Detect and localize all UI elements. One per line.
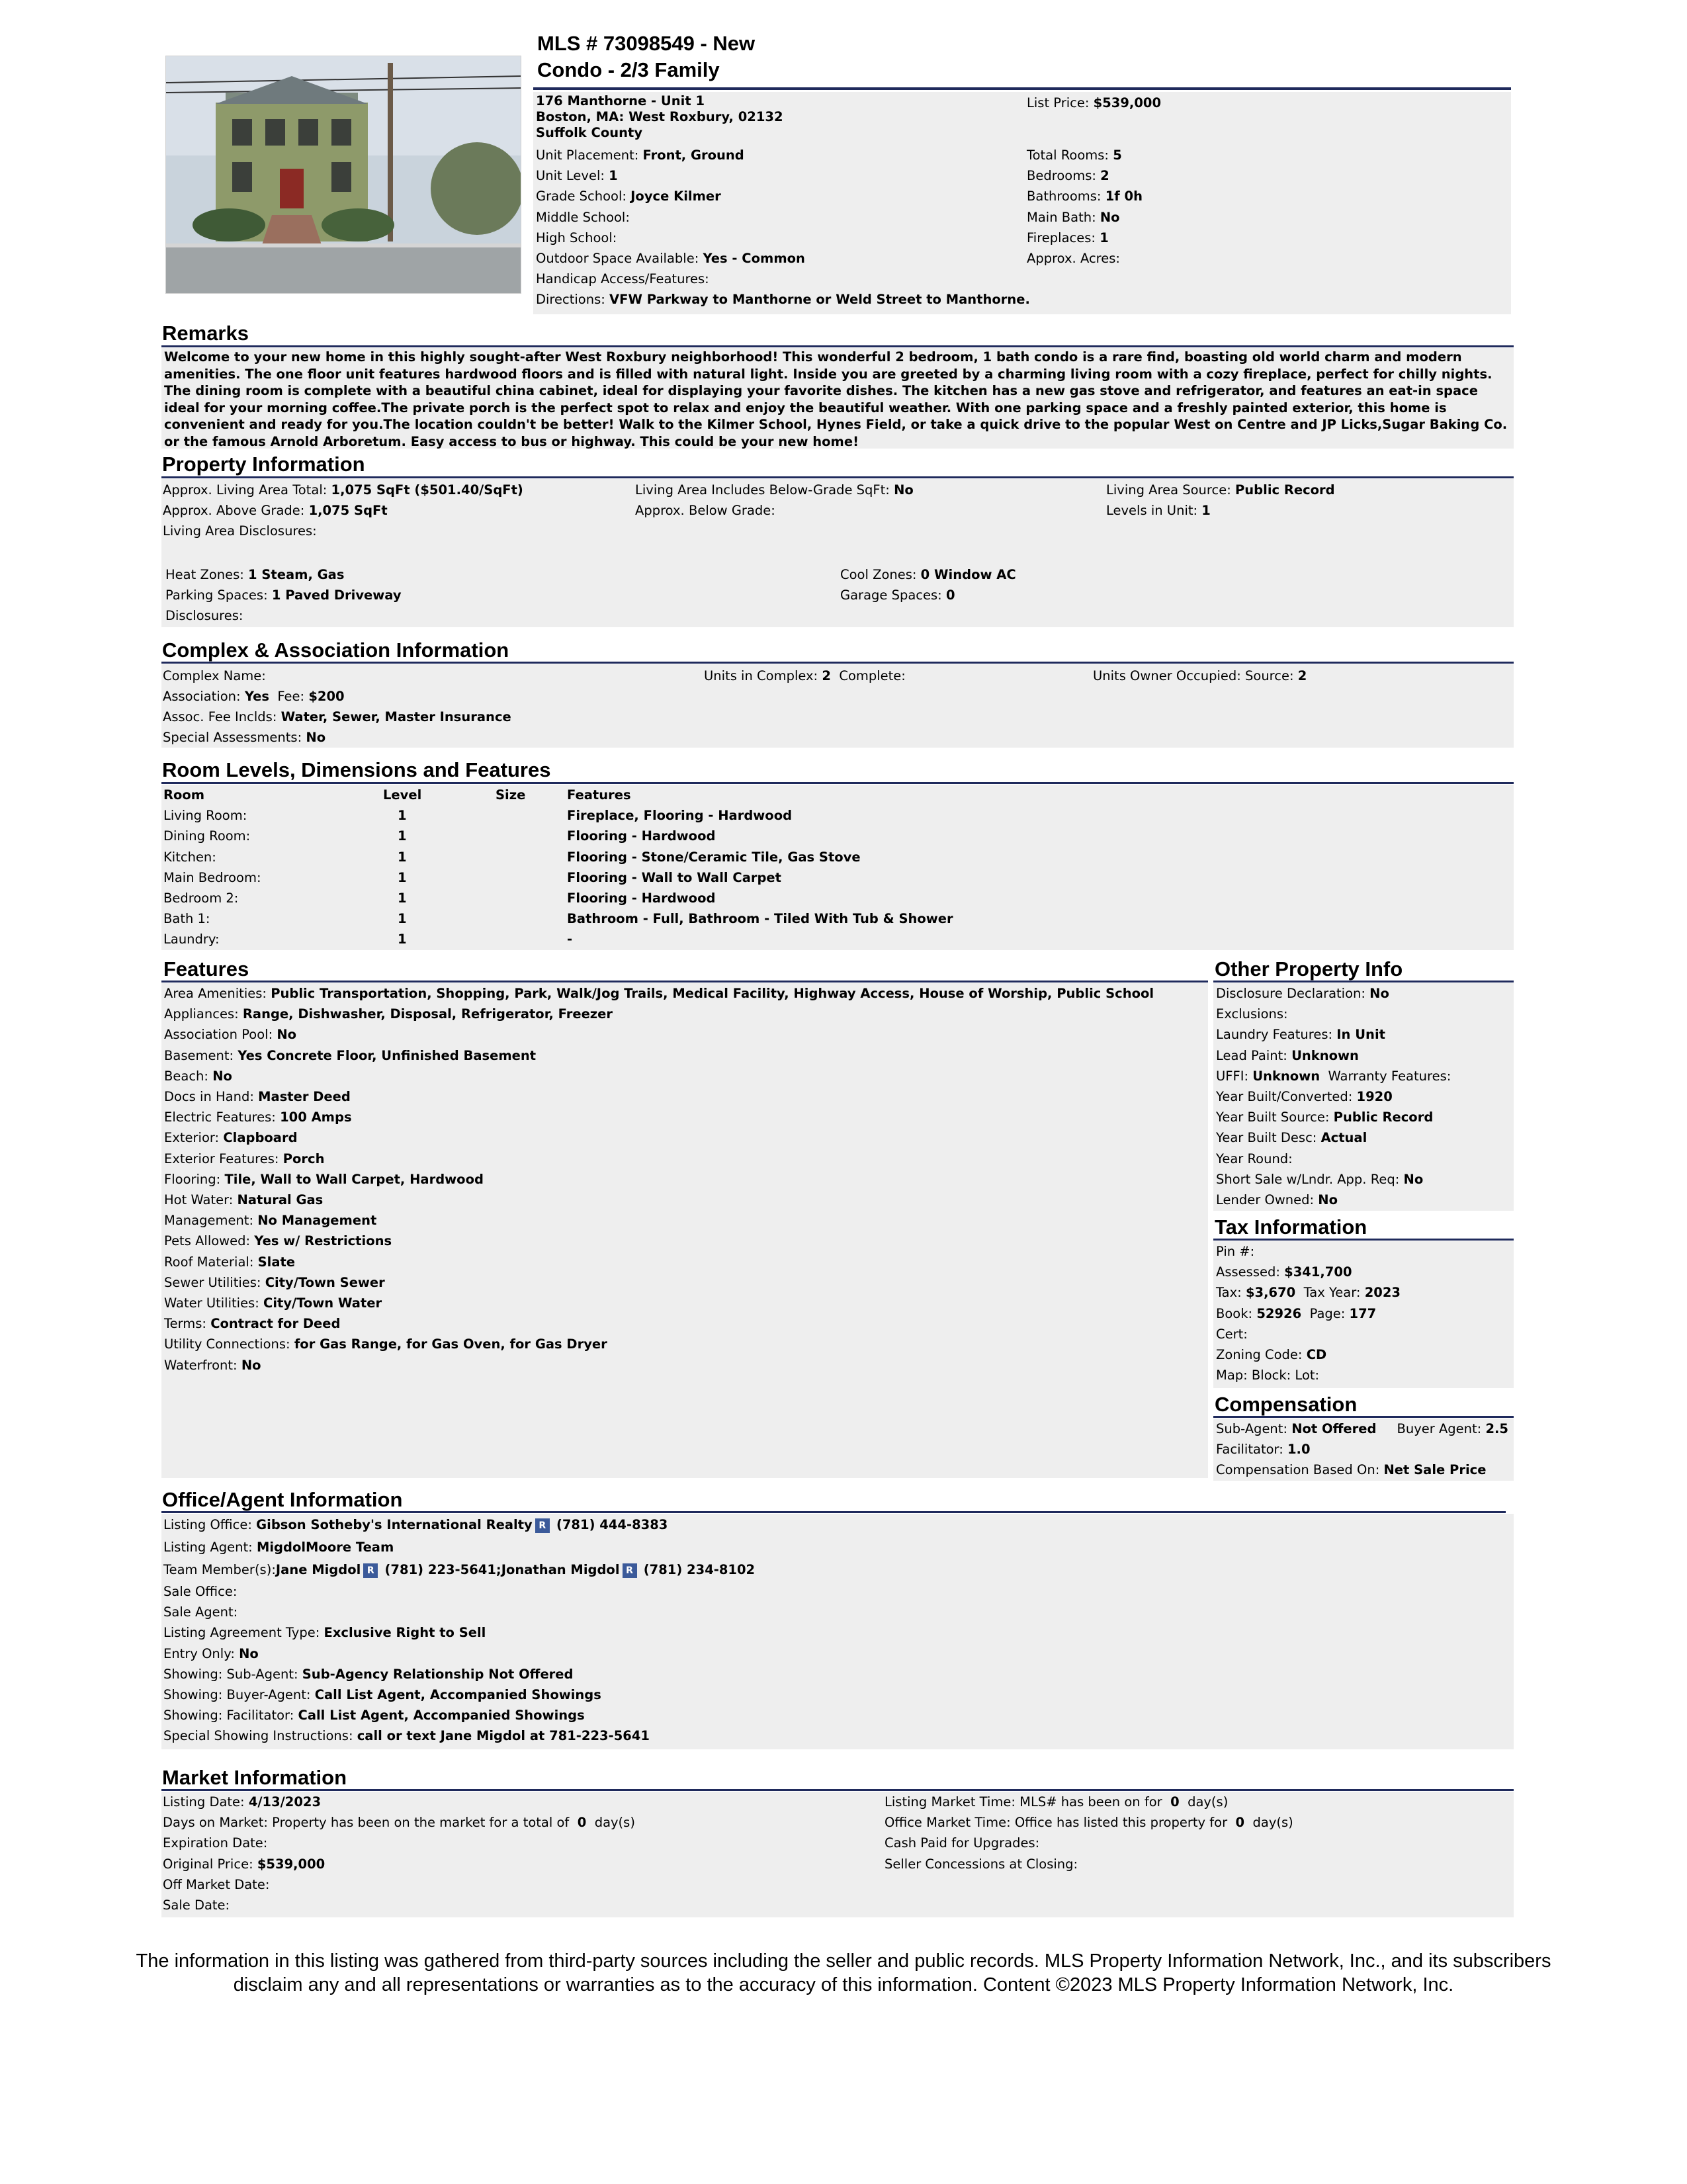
rooms-rule bbox=[161, 782, 1514, 784]
garage-spaces: Garage Spaces: 0 bbox=[840, 588, 955, 603]
feature-row: Waterfront: No bbox=[164, 1357, 261, 1373]
comp-based-on: Compensation Based On: Net Sale Price bbox=[1216, 1462, 1487, 1478]
address-block bbox=[536, 93, 783, 141]
feature-row: Beach: No bbox=[164, 1068, 232, 1084]
disclosures: Disclosures: bbox=[165, 608, 243, 623]
market-row: Office Market Time: Office has listed this property for 0 day(s) bbox=[885, 1815, 1293, 1831]
other-panel bbox=[1213, 983, 1514, 1211]
tax-panel bbox=[1213, 1241, 1514, 1388]
realtor-icon[interactable]: R bbox=[623, 1563, 637, 1578]
feature-row: Hot Water: Natural Gas bbox=[164, 1192, 324, 1208]
market-row: Days on Market: Property has been on the market for a total of 0 day(s) bbox=[163, 1815, 635, 1831]
mls-number: MLS # 73098549 - New bbox=[537, 32, 756, 55]
rooms-table bbox=[163, 785, 953, 950]
office-row: Showing: Facilitator: Call List Agent, Accompanied Showings bbox=[163, 1708, 585, 1724]
remarks-rule bbox=[161, 345, 1514, 347]
table-row: Laundry: 1 - bbox=[163, 932, 573, 947]
market-left bbox=[163, 1792, 635, 1915]
summary-row: Total Rooms: 5 bbox=[1027, 148, 1122, 163]
feature-row: Flooring: Tile, Wall to Wall Carpet, Hardwood bbox=[164, 1171, 484, 1187]
realtor-icon[interactable]: R bbox=[363, 1563, 378, 1578]
other-row: Exclusions: bbox=[1216, 1006, 1288, 1022]
feature-row: Utility Connections: for Gas Range, for Gas Oven, for Gas Dryer bbox=[164, 1336, 607, 1352]
owner-occupied: Units Owner Occupied: Source: 2 bbox=[1093, 668, 1307, 683]
table-row: Main Bedroom: 1 Flooring - Wall to Wall Carpet bbox=[163, 869, 781, 885]
other-row: Year Built Source: Public Record bbox=[1216, 1110, 1434, 1125]
special-assessments: Special Assessments: No bbox=[163, 730, 326, 745]
other-row: UFFI: Unknown Warranty Features: bbox=[1216, 1068, 1451, 1084]
feature-row: Pets Allowed: Yes w/ Restrictions bbox=[164, 1233, 392, 1249]
features-panel bbox=[161, 983, 1208, 1478]
table-row: Bedroom 2: 1 Flooring - Hardwood bbox=[163, 891, 716, 906]
summary-row: High School: bbox=[536, 230, 617, 245]
feature-row: Exterior: Clapboard bbox=[164, 1130, 298, 1146]
address-line1: 176 Manthorne - Unit 1 bbox=[536, 93, 705, 109]
office-row: Special Showing Instructions: call or text Jane Migdol at 781-223-5641 bbox=[163, 1728, 650, 1744]
assessed: Assessed: $341,700 bbox=[1216, 1264, 1352, 1280]
summary-row: Main Bath: No bbox=[1027, 209, 1120, 225]
table-row: Dining Room: 1 Flooring - Hardwood bbox=[163, 828, 716, 844]
compensation-rule bbox=[1213, 1416, 1514, 1418]
complex-name: Complex Name: bbox=[163, 668, 266, 683]
other-row: Laundry Features: In Unit bbox=[1216, 1027, 1385, 1043]
other-row: Disclosure Declaration: No bbox=[1216, 986, 1389, 1001]
sub-agent: Sub-Agent: Not Offered Buyer Agent: 2.5 bbox=[1216, 1421, 1508, 1436]
compensation-panel bbox=[1213, 1419, 1514, 1481]
market-row: Listing Date: 4/13/2023 bbox=[163, 1794, 322, 1810]
other-row: Year Built/Converted: 1920 bbox=[1216, 1089, 1393, 1105]
association: Association: Yes Fee: $200 bbox=[163, 689, 345, 704]
summary-left bbox=[536, 145, 1030, 310]
county: Suffolk County bbox=[536, 125, 643, 140]
features-rule bbox=[161, 981, 1208, 983]
other-row: Lender Owned: No bbox=[1216, 1192, 1338, 1208]
market-row: Seller Concessions at Closing: bbox=[885, 1856, 1078, 1872]
summary-row: Handicap Access/Features: bbox=[536, 271, 709, 287]
living-total: Approx. Living Area Total: 1,075 SqFt ($501.40/SqFt) bbox=[163, 482, 523, 498]
cool-zones: Cool Zones: 0 Window AC bbox=[840, 567, 1016, 582]
below-grade: Approx. Below Grade: bbox=[635, 503, 775, 518]
feature-row: Basement: Yes Concrete Floor, Unfinished Basement bbox=[164, 1047, 537, 1063]
summary-row: Outdoor Space Available: Yes - Common bbox=[536, 251, 805, 267]
feature-row: Electric Features: 100 Amps bbox=[164, 1110, 352, 1125]
summary-row: Unit Level: 1 bbox=[536, 168, 618, 184]
remarks-title: Remarks bbox=[162, 322, 249, 345]
summary-row: Grade School: Joyce Kilmer bbox=[536, 189, 721, 204]
feature-row: Association Pool: No bbox=[164, 1027, 297, 1043]
other-title: Other Property Info bbox=[1215, 957, 1403, 981]
market-row: Off Market Date: bbox=[163, 1876, 270, 1892]
office-row: Listing Agreement Type: Exclusive Right to Sell bbox=[163, 1625, 486, 1641]
summary-row: Middle School: bbox=[536, 209, 630, 225]
table-row: Living Room: 1 Fireplace, Flooring - Hardwood bbox=[163, 808, 793, 824]
market-row: Sale Date: bbox=[163, 1898, 230, 1913]
features-list bbox=[161, 983, 1208, 1376]
below-grade-incl: Living Area Includes Below-Grade SqFt: No bbox=[635, 482, 914, 498]
market-right bbox=[885, 1792, 1293, 1874]
office-panel bbox=[161, 1514, 1514, 1749]
other-row: Year Built Desc: Actual bbox=[1216, 1130, 1367, 1146]
summary-row: Unit Placement: Front, Ground bbox=[536, 148, 744, 163]
feature-row: Area Amenities: Public Transportation, Shopping, Park, Walk/Jog Trails, Medical Facility, Highway Access, House of Worship, Public School bbox=[164, 986, 1154, 1001]
map-block-lot: Map: Block: Lot: bbox=[1216, 1368, 1320, 1383]
facilitator: Facilitator: 1.0 bbox=[1216, 1442, 1311, 1458]
zoning: Zoning Code: CD bbox=[1216, 1347, 1327, 1363]
summary-row: Fireplaces: 1 bbox=[1027, 230, 1109, 245]
summary-right bbox=[1027, 145, 1143, 269]
listing-office: Listing Office: Gibson Sotheby's International Realty R (781) 444-8383 bbox=[163, 1517, 668, 1532]
area-source: Living Area Source: Public Record bbox=[1106, 482, 1335, 498]
complex-title: Complex & Association Information bbox=[162, 638, 509, 662]
market-row: Cash Paid for Upgrades: bbox=[885, 1835, 1040, 1851]
feature-row: Roof Material: Slate bbox=[164, 1254, 296, 1270]
book-page: Book: 52926 Page: 177 bbox=[1216, 1305, 1377, 1321]
tax-amount: Tax: $3,670 Tax Year: 2023 bbox=[1216, 1285, 1401, 1301]
market-rule bbox=[161, 1789, 1514, 1791]
disclaimer-line1: The information in this listing was gathered from third-party sources including the seller and public records. MLS Property Information Network, Inc., and its subscribers bbox=[136, 1950, 1551, 1972]
other-row: Lead Paint: Unknown bbox=[1216, 1047, 1359, 1063]
summary-row: Directions: VFW Parkway to Manthorne or Weld Street to Manthorne. bbox=[536, 292, 1030, 308]
tax-title: Tax Information bbox=[1215, 1215, 1367, 1239]
office-rule bbox=[161, 1511, 1506, 1513]
feature-row: Terms: Contract for Deed bbox=[164, 1316, 341, 1332]
tax-rule bbox=[1213, 1239, 1514, 1241]
list-price bbox=[1027, 95, 1161, 111]
market-row: Expiration Date: bbox=[163, 1835, 268, 1851]
levels-in-unit: Levels in Unit: 1 bbox=[1106, 503, 1211, 518]
area-disclosures: Living Area Disclosures: bbox=[163, 523, 317, 539]
complex-rule bbox=[161, 662, 1514, 664]
table-row: Kitchen: 1 Flooring - Stone/Ceramic Tile, Gas Stove bbox=[163, 849, 861, 865]
market-row: Listing Market Time: MLS# has been on for 0 day(s) bbox=[885, 1794, 1229, 1810]
other-rule bbox=[1213, 981, 1514, 983]
parking-spaces: Parking Spaces: 1 Paved Driveway bbox=[165, 588, 402, 603]
feature-row: Exterior Features: Porch bbox=[164, 1151, 325, 1166]
heat-zones: Heat Zones: 1 Steam, Gas bbox=[165, 567, 345, 582]
header-rule bbox=[533, 87, 1511, 90]
property-photo bbox=[165, 56, 521, 294]
office-title: Office/Agent Information bbox=[162, 1488, 403, 1511]
team-members: Team Member(s):Jane Migdol R (781) 223-5641;Jonathan Migdol R (781) 234-8102 bbox=[163, 1562, 756, 1577]
listing-agent: Listing Agent: MigdolMoore Team bbox=[163, 1540, 394, 1555]
summary-row: Bedrooms: 2 bbox=[1027, 168, 1109, 184]
disclaimer-line2: disclaim any and all representations or warranties as to the accuracy of this information. Content ©2023 MLS Property Information Network, Inc. bbox=[233, 1974, 1454, 1995]
tax-list bbox=[1213, 1241, 1514, 1385]
property-type: Condo - 2/3 Family bbox=[537, 58, 720, 81]
feature-row: Appliances: Range, Dishwasher, Disposal, Refrigerator, Freezer bbox=[164, 1006, 613, 1022]
rooms-title: Room Levels, Dimensions and Features bbox=[162, 758, 551, 781]
market-row: Original Price: $539,000 bbox=[163, 1856, 325, 1872]
property-rule bbox=[161, 476, 1514, 478]
market-title: Market Information bbox=[162, 1766, 347, 1789]
table-row: Bath 1: 1 Bathroom - Full, Bathroom - Tiled With Tub & Shower bbox=[163, 911, 953, 927]
compensation-title: Compensation bbox=[1215, 1393, 1358, 1416]
list-price-label: List Price: bbox=[1027, 95, 1090, 110]
units-in-complex: Units in Complex: 2 Complete: bbox=[704, 668, 906, 683]
rooms-header-row: Room Level Size Features bbox=[163, 787, 631, 803]
feature-row: Management: No Management bbox=[164, 1213, 377, 1229]
compensation-list bbox=[1213, 1419, 1514, 1481]
mls-title bbox=[537, 30, 848, 83]
office-row: Showing: Sub-Agent: Sub-Agency Relationship Not Offered bbox=[163, 1666, 574, 1682]
feature-row: Water Utilities: City/Town Water bbox=[164, 1295, 382, 1311]
feature-row: Sewer Utilities: City/Town Sewer bbox=[164, 1274, 385, 1290]
realtor-icon[interactable]: R bbox=[535, 1518, 550, 1533]
other-row: Short Sale w/Lndr. App. Req: No bbox=[1216, 1171, 1424, 1187]
features-title: Features bbox=[163, 957, 249, 981]
office-row: Sale Office: bbox=[163, 1584, 238, 1599]
office-row: Showing: Buyer-Agent: Call List Agent, Accompanied Showings bbox=[163, 1687, 601, 1703]
fee-includes: Assoc. Fee Inclds: Water, Sewer, Master Insurance bbox=[163, 709, 511, 724]
office-row: Sale Agent: bbox=[163, 1604, 238, 1620]
rooms-panel bbox=[161, 785, 1514, 950]
above-grade: Approx. Above Grade: 1,075 SqFt bbox=[163, 503, 388, 518]
other-list bbox=[1213, 983, 1514, 1210]
remarks-panel bbox=[161, 348, 1514, 449]
disclaimer-footer bbox=[119, 1949, 1568, 1997]
list-price-value: $539,000 bbox=[1093, 95, 1162, 110]
property-title: Property Information bbox=[162, 453, 365, 476]
cert: Cert: bbox=[1216, 1326, 1248, 1342]
other-row: Year Round: bbox=[1216, 1151, 1293, 1166]
feature-row: Docs in Hand: Master Deed bbox=[164, 1089, 351, 1105]
pin: Pin #: bbox=[1216, 1244, 1255, 1259]
house-photo-image bbox=[166, 56, 521, 293]
summary-row: Approx. Acres: bbox=[1027, 251, 1120, 267]
office-row: Entry Only: No bbox=[163, 1645, 259, 1661]
address-line2: Boston, MA: West Roxbury, 02132 bbox=[536, 109, 783, 124]
office-list bbox=[161, 1514, 1514, 1747]
summary-row: Bathrooms: 1f 0h bbox=[1027, 189, 1143, 204]
remarks-text: Welcome to your new home in this highly sought-after West Roxbury neighborhood! This wonderful 2 bedroom, 1 bath condo is a rare find, boasting old world charm and modern amenities. The one floor unit features hardwood floors and is filled with natural light. Inside you are greeted by a charming living room with a cozy fireplace, perfect for chilly nights. The dining room is complete with a beautiful china cabinet, ideal for displaying your favorite dishes. The kitchen has a new gas stove and refrigerator, and features an eat-in space ideal for your morning coffee.The private porch is the perfect spot to relax and enjoy the beautiful weather. With one parking space and a freshly painted exterior, this home is convenient and ready for you.The location couldn't be better! Walk to the Kilmer School, Hynes Field, or take a quick drive to the popular West on Centre and JP Licks,Sugar Baking Co. or the famous Arnold Arboretum. Easy access to bus or highway. This could be your new home! bbox=[164, 349, 1508, 449]
